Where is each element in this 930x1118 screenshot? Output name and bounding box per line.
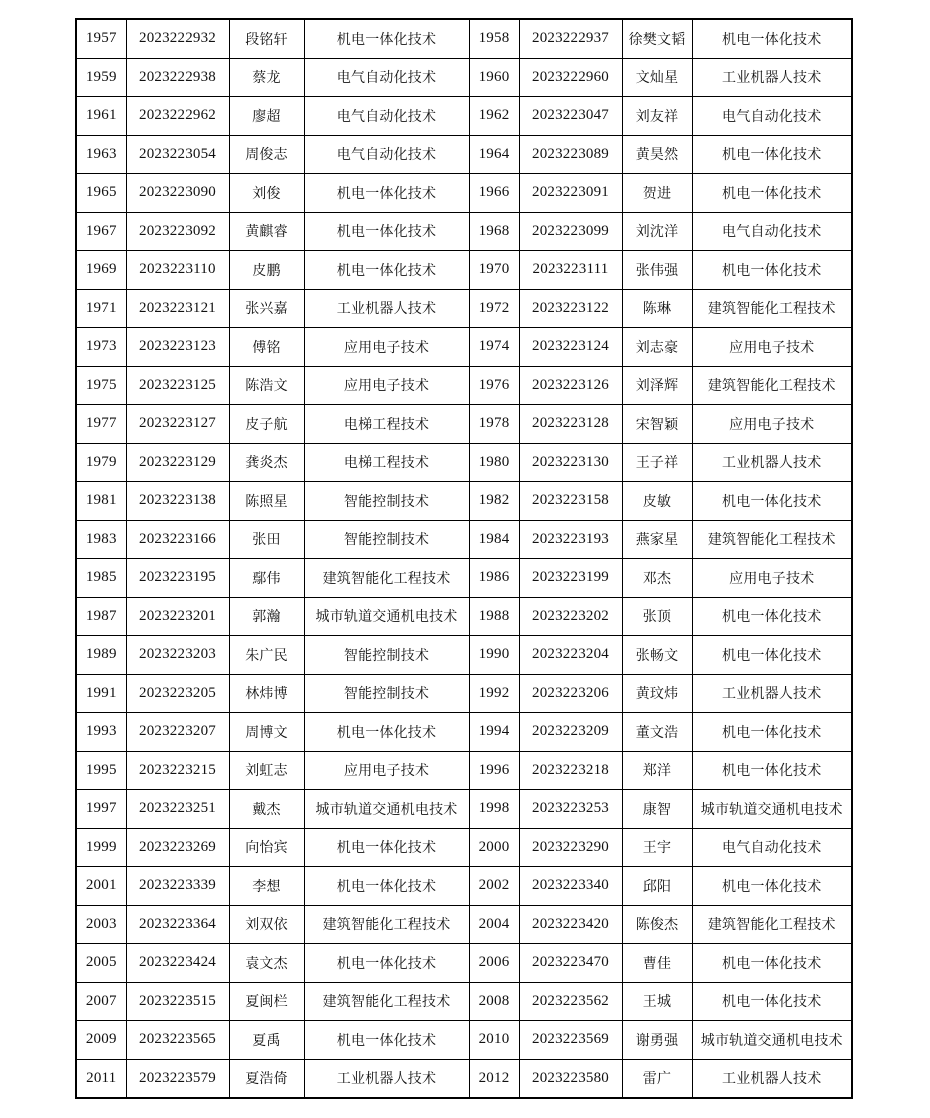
table-row bbox=[76, 905, 852, 944]
student-id-cell: 2023223207 bbox=[126, 713, 229, 752]
student-id-cell: 2023223199 bbox=[519, 559, 622, 598]
major-cell: 机电一体化技术 bbox=[692, 636, 852, 675]
student-name-cell: 黄昊然 bbox=[622, 135, 692, 174]
major-cell: 机电一体化技术 bbox=[692, 482, 852, 521]
student-id-cell: 2023223218 bbox=[519, 751, 622, 790]
seq-number-cell: 1989 bbox=[76, 636, 126, 675]
major-cell: 机电一体化技术 bbox=[304, 1021, 469, 1060]
seq-number-cell: 1958 bbox=[469, 19, 519, 58]
student-name-cell: 张兴嘉 bbox=[229, 289, 304, 328]
major-cell: 建筑智能化工程技术 bbox=[692, 366, 852, 405]
student-name-cell: 黄麒睿 bbox=[229, 212, 304, 251]
student-name-cell: 陈琳 bbox=[622, 289, 692, 328]
student-name-cell: 王子祥 bbox=[622, 443, 692, 482]
table-row bbox=[76, 289, 852, 328]
seq-number-cell: 1974 bbox=[469, 328, 519, 367]
table-row bbox=[76, 19, 852, 58]
seq-number-cell: 2012 bbox=[469, 1059, 519, 1098]
major-cell: 智能控制技术 bbox=[304, 520, 469, 559]
seq-number-cell: 1971 bbox=[76, 289, 126, 328]
student-id-cell: 2023223215 bbox=[126, 751, 229, 790]
student-id-cell: 2023223562 bbox=[519, 982, 622, 1021]
table-row bbox=[76, 328, 852, 367]
major-cell: 城市轨道交通机电技术 bbox=[304, 597, 469, 636]
student-name-cell: 刘友祥 bbox=[622, 97, 692, 136]
student-id-cell: 2023223122 bbox=[519, 289, 622, 328]
major-cell: 机电一体化技术 bbox=[692, 982, 852, 1021]
table-row bbox=[76, 713, 852, 752]
student-id-cell: 2023222962 bbox=[126, 97, 229, 136]
student-id-cell: 2023223424 bbox=[126, 944, 229, 983]
seq-number-cell: 1981 bbox=[76, 482, 126, 521]
student-name-cell: 刘泽辉 bbox=[622, 366, 692, 405]
major-cell: 应用电子技术 bbox=[304, 366, 469, 405]
seq-number-cell: 2005 bbox=[76, 944, 126, 983]
student-name-cell: 夏浩倚 bbox=[229, 1059, 304, 1098]
student-id-cell: 2023223166 bbox=[126, 520, 229, 559]
student-name-cell: 郭瀚 bbox=[229, 597, 304, 636]
seq-number-cell: 1984 bbox=[469, 520, 519, 559]
seq-number-cell: 2003 bbox=[76, 905, 126, 944]
student-name-cell: 皮敏 bbox=[622, 482, 692, 521]
seq-number-cell: 1988 bbox=[469, 597, 519, 636]
student-name-cell: 龚炎杰 bbox=[229, 443, 304, 482]
student-name-cell: 雷广 bbox=[622, 1059, 692, 1098]
major-cell: 机电一体化技术 bbox=[692, 19, 852, 58]
table-row bbox=[76, 674, 852, 713]
student-id-cell: 2023223129 bbox=[126, 443, 229, 482]
major-cell: 工业机器人技术 bbox=[692, 674, 852, 713]
major-cell: 工业机器人技术 bbox=[692, 1059, 852, 1098]
student-name-cell: 张畅文 bbox=[622, 636, 692, 675]
major-cell: 机电一体化技术 bbox=[692, 135, 852, 174]
student-id-cell: 2023223251 bbox=[126, 790, 229, 829]
table-row bbox=[76, 482, 852, 521]
major-cell: 智能控制技术 bbox=[304, 482, 469, 521]
major-cell: 电气自动化技术 bbox=[692, 97, 852, 136]
seq-number-cell: 1963 bbox=[76, 135, 126, 174]
seq-number-cell: 1997 bbox=[76, 790, 126, 829]
student-id-cell: 2023223515 bbox=[126, 982, 229, 1021]
student-id-cell: 2023223203 bbox=[126, 636, 229, 675]
seq-number-cell: 1959 bbox=[76, 58, 126, 97]
student-name-cell: 段铭轩 bbox=[229, 19, 304, 58]
student-id-cell: 2023223125 bbox=[126, 366, 229, 405]
student-id-cell: 2023223204 bbox=[519, 636, 622, 675]
seq-number-cell: 1978 bbox=[469, 405, 519, 444]
seq-number-cell: 2000 bbox=[469, 828, 519, 867]
major-cell: 应用电子技术 bbox=[692, 405, 852, 444]
student-name-cell: 向怡宾 bbox=[229, 828, 304, 867]
major-cell: 建筑智能化工程技术 bbox=[692, 905, 852, 944]
student-name-cell: 戴杰 bbox=[229, 790, 304, 829]
seq-number-cell: 2002 bbox=[469, 867, 519, 906]
major-cell: 建筑智能化工程技术 bbox=[304, 982, 469, 1021]
seq-number-cell: 1957 bbox=[76, 19, 126, 58]
student-name-cell: 郑洋 bbox=[622, 751, 692, 790]
student-id-cell: 2023223195 bbox=[126, 559, 229, 598]
student-id-cell: 2023223470 bbox=[519, 944, 622, 983]
major-cell: 机电一体化技术 bbox=[692, 713, 852, 752]
student-id-cell: 2023223111 bbox=[519, 251, 622, 290]
seq-number-cell: 1990 bbox=[469, 636, 519, 675]
student-name-cell: 陈俊杰 bbox=[622, 905, 692, 944]
major-cell: 建筑智能化工程技术 bbox=[692, 289, 852, 328]
table-row bbox=[76, 982, 852, 1021]
table-row bbox=[76, 520, 852, 559]
student-name-cell: 周俊志 bbox=[229, 135, 304, 174]
student-id-cell: 2023223090 bbox=[126, 174, 229, 213]
student-name-cell: 张伟强 bbox=[622, 251, 692, 290]
student-name-cell: 贺进 bbox=[622, 174, 692, 213]
major-cell: 机电一体化技术 bbox=[304, 19, 469, 58]
student-id-cell: 2023223123 bbox=[126, 328, 229, 367]
student-name-cell: 皮子航 bbox=[229, 405, 304, 444]
major-cell: 建筑智能化工程技术 bbox=[304, 559, 469, 598]
seq-number-cell: 1986 bbox=[469, 559, 519, 598]
seq-number-cell: 1993 bbox=[76, 713, 126, 752]
table-row bbox=[76, 828, 852, 867]
table-row bbox=[76, 174, 852, 213]
major-cell: 电气自动化技术 bbox=[304, 58, 469, 97]
student-id-cell: 2023223580 bbox=[519, 1059, 622, 1098]
student-name-cell: 张顶 bbox=[622, 597, 692, 636]
major-cell: 电气自动化技术 bbox=[304, 97, 469, 136]
student-name-cell: 夏闽栏 bbox=[229, 982, 304, 1021]
student-name-cell: 傅铭 bbox=[229, 328, 304, 367]
student-name-cell: 鄢伟 bbox=[229, 559, 304, 598]
seq-number-cell: 2009 bbox=[76, 1021, 126, 1060]
table-row bbox=[76, 212, 852, 251]
roster-sheet bbox=[75, 18, 853, 1099]
major-cell: 应用电子技术 bbox=[304, 328, 469, 367]
seq-number-cell: 1961 bbox=[76, 97, 126, 136]
student-name-cell: 曹佳 bbox=[622, 944, 692, 983]
student-id-cell: 2023222938 bbox=[126, 58, 229, 97]
seq-number-cell: 1999 bbox=[76, 828, 126, 867]
major-cell: 建筑智能化工程技术 bbox=[692, 520, 852, 559]
seq-number-cell: 1987 bbox=[76, 597, 126, 636]
student-name-cell: 宋智颖 bbox=[622, 405, 692, 444]
student-id-cell: 2023223193 bbox=[519, 520, 622, 559]
major-cell: 机电一体化技术 bbox=[692, 597, 852, 636]
student-name-cell: 刘沈洋 bbox=[622, 212, 692, 251]
student-id-cell: 2023223269 bbox=[126, 828, 229, 867]
student-id-cell: 2023223158 bbox=[519, 482, 622, 521]
major-cell: 机电一体化技术 bbox=[304, 944, 469, 983]
major-cell: 机电一体化技术 bbox=[692, 867, 852, 906]
seq-number-cell: 1968 bbox=[469, 212, 519, 251]
seq-number-cell: 2010 bbox=[469, 1021, 519, 1060]
table-row bbox=[76, 443, 852, 482]
student-name-cell: 廖超 bbox=[229, 97, 304, 136]
table-row bbox=[76, 751, 852, 790]
major-cell: 工业机器人技术 bbox=[304, 1059, 469, 1098]
major-cell: 应用电子技术 bbox=[304, 751, 469, 790]
student-name-cell: 李想 bbox=[229, 867, 304, 906]
seq-number-cell: 1962 bbox=[469, 97, 519, 136]
major-cell: 工业机器人技术 bbox=[692, 58, 852, 97]
seq-number-cell: 2008 bbox=[469, 982, 519, 1021]
major-cell: 城市轨道交通机电技术 bbox=[692, 790, 852, 829]
student-id-cell: 2023223124 bbox=[519, 328, 622, 367]
student-name-cell: 康智 bbox=[622, 790, 692, 829]
major-cell: 机电一体化技术 bbox=[304, 212, 469, 251]
table-row bbox=[76, 597, 852, 636]
major-cell: 机电一体化技术 bbox=[304, 713, 469, 752]
table-row bbox=[76, 559, 852, 598]
seq-number-cell: 1973 bbox=[76, 328, 126, 367]
student-id-cell: 2023223290 bbox=[519, 828, 622, 867]
major-cell: 智能控制技术 bbox=[304, 674, 469, 713]
major-cell: 电气自动化技术 bbox=[692, 212, 852, 251]
seq-number-cell: 1994 bbox=[469, 713, 519, 752]
student-name-cell: 皮鹏 bbox=[229, 251, 304, 290]
student-name-cell: 刘虹志 bbox=[229, 751, 304, 790]
student-id-cell: 2023223340 bbox=[519, 867, 622, 906]
student-roster-table bbox=[75, 18, 853, 1099]
major-cell: 电梯工程技术 bbox=[304, 443, 469, 482]
seq-number-cell: 1976 bbox=[469, 366, 519, 405]
student-id-cell: 2023223047 bbox=[519, 97, 622, 136]
table-row bbox=[76, 97, 852, 136]
student-id-cell: 2023222932 bbox=[126, 19, 229, 58]
seq-number-cell: 1960 bbox=[469, 58, 519, 97]
table-row bbox=[76, 135, 852, 174]
seq-number-cell: 2006 bbox=[469, 944, 519, 983]
seq-number-cell: 1998 bbox=[469, 790, 519, 829]
seq-number-cell: 1977 bbox=[76, 405, 126, 444]
seq-number-cell: 2004 bbox=[469, 905, 519, 944]
major-cell: 机电一体化技术 bbox=[692, 944, 852, 983]
student-id-cell: 2023223339 bbox=[126, 867, 229, 906]
student-id-cell: 2023223054 bbox=[126, 135, 229, 174]
student-name-cell: 刘双依 bbox=[229, 905, 304, 944]
student-id-cell: 2023223201 bbox=[126, 597, 229, 636]
student-name-cell: 董文浩 bbox=[622, 713, 692, 752]
student-id-cell: 2023223089 bbox=[519, 135, 622, 174]
student-id-cell: 2023223130 bbox=[519, 443, 622, 482]
seq-number-cell: 1970 bbox=[469, 251, 519, 290]
student-id-cell: 2023223128 bbox=[519, 405, 622, 444]
student-id-cell: 2023223110 bbox=[126, 251, 229, 290]
table-row bbox=[76, 58, 852, 97]
major-cell: 机电一体化技术 bbox=[304, 251, 469, 290]
seq-number-cell: 1991 bbox=[76, 674, 126, 713]
student-id-cell: 2023223420 bbox=[519, 905, 622, 944]
student-name-cell: 王城 bbox=[622, 982, 692, 1021]
seq-number-cell: 2007 bbox=[76, 982, 126, 1021]
seq-number-cell: 1996 bbox=[469, 751, 519, 790]
student-name-cell: 张田 bbox=[229, 520, 304, 559]
seq-number-cell: 1972 bbox=[469, 289, 519, 328]
student-id-cell: 2023223091 bbox=[519, 174, 622, 213]
student-id-cell: 2023223253 bbox=[519, 790, 622, 829]
student-name-cell: 邓杰 bbox=[622, 559, 692, 598]
seq-number-cell: 1980 bbox=[469, 443, 519, 482]
student-name-cell: 黄玟炜 bbox=[622, 674, 692, 713]
seq-number-cell: 1985 bbox=[76, 559, 126, 598]
major-cell: 应用电子技术 bbox=[692, 559, 852, 598]
seq-number-cell: 1966 bbox=[469, 174, 519, 213]
student-name-cell: 林炜博 bbox=[229, 674, 304, 713]
student-id-cell: 2023223579 bbox=[126, 1059, 229, 1098]
table-row bbox=[76, 790, 852, 829]
major-cell: 工业机器人技术 bbox=[304, 289, 469, 328]
major-cell: 工业机器人技术 bbox=[692, 443, 852, 482]
student-name-cell: 周博文 bbox=[229, 713, 304, 752]
seq-number-cell: 1995 bbox=[76, 751, 126, 790]
major-cell: 机电一体化技术 bbox=[692, 174, 852, 213]
seq-number-cell: 1982 bbox=[469, 482, 519, 521]
student-name-cell: 陈浩文 bbox=[229, 366, 304, 405]
seq-number-cell: 1975 bbox=[76, 366, 126, 405]
student-name-cell: 邱阳 bbox=[622, 867, 692, 906]
major-cell: 机电一体化技术 bbox=[304, 867, 469, 906]
table-row bbox=[76, 1059, 852, 1098]
student-id-cell: 2023223138 bbox=[126, 482, 229, 521]
student-name-cell: 蔡龙 bbox=[229, 58, 304, 97]
seq-number-cell: 1967 bbox=[76, 212, 126, 251]
student-name-cell: 陈照星 bbox=[229, 482, 304, 521]
major-cell: 智能控制技术 bbox=[304, 636, 469, 675]
major-cell: 电气自动化技术 bbox=[304, 135, 469, 174]
student-name-cell: 刘志豪 bbox=[622, 328, 692, 367]
major-cell: 机电一体化技术 bbox=[692, 751, 852, 790]
student-id-cell: 2023223569 bbox=[519, 1021, 622, 1060]
roster-body bbox=[76, 19, 852, 1098]
seq-number-cell: 1965 bbox=[76, 174, 126, 213]
major-cell: 城市轨道交通机电技术 bbox=[304, 790, 469, 829]
seq-number-cell: 1979 bbox=[76, 443, 126, 482]
student-name-cell: 谢勇强 bbox=[622, 1021, 692, 1060]
student-id-cell: 2023223205 bbox=[126, 674, 229, 713]
student-id-cell: 2023223092 bbox=[126, 212, 229, 251]
student-name-cell: 刘俊 bbox=[229, 174, 304, 213]
student-name-cell: 王宇 bbox=[622, 828, 692, 867]
table-row bbox=[76, 867, 852, 906]
student-name-cell: 袁文杰 bbox=[229, 944, 304, 983]
major-cell: 城市轨道交通机电技术 bbox=[692, 1021, 852, 1060]
table-row bbox=[76, 1021, 852, 1060]
student-id-cell: 2023222960 bbox=[519, 58, 622, 97]
student-name-cell: 文灿星 bbox=[622, 58, 692, 97]
major-cell: 机电一体化技术 bbox=[692, 251, 852, 290]
seq-number-cell: 1964 bbox=[469, 135, 519, 174]
student-id-cell: 2023223364 bbox=[126, 905, 229, 944]
student-id-cell: 2023223206 bbox=[519, 674, 622, 713]
seq-number-cell: 1983 bbox=[76, 520, 126, 559]
student-id-cell: 2023223099 bbox=[519, 212, 622, 251]
student-name-cell: 徐樊文韬 bbox=[622, 19, 692, 58]
table-row bbox=[76, 366, 852, 405]
table-row bbox=[76, 944, 852, 983]
major-cell: 应用电子技术 bbox=[692, 328, 852, 367]
student-id-cell: 2023222937 bbox=[519, 19, 622, 58]
seq-number-cell: 2011 bbox=[76, 1059, 126, 1098]
table-row bbox=[76, 251, 852, 290]
major-cell: 建筑智能化工程技术 bbox=[304, 905, 469, 944]
student-id-cell: 2023223202 bbox=[519, 597, 622, 636]
table-row bbox=[76, 636, 852, 675]
seq-number-cell: 1969 bbox=[76, 251, 126, 290]
student-id-cell: 2023223127 bbox=[126, 405, 229, 444]
major-cell: 电气自动化技术 bbox=[692, 828, 852, 867]
seq-number-cell: 1992 bbox=[469, 674, 519, 713]
student-name-cell: 朱广民 bbox=[229, 636, 304, 675]
student-id-cell: 2023223126 bbox=[519, 366, 622, 405]
student-id-cell: 2023223209 bbox=[519, 713, 622, 752]
seq-number-cell: 2001 bbox=[76, 867, 126, 906]
major-cell: 电梯工程技术 bbox=[304, 405, 469, 444]
student-name-cell: 夏禹 bbox=[229, 1021, 304, 1060]
student-name-cell: 燕家星 bbox=[622, 520, 692, 559]
major-cell: 机电一体化技术 bbox=[304, 828, 469, 867]
table-row bbox=[76, 405, 852, 444]
student-id-cell: 2023223565 bbox=[126, 1021, 229, 1060]
major-cell: 机电一体化技术 bbox=[304, 174, 469, 213]
student-id-cell: 2023223121 bbox=[126, 289, 229, 328]
